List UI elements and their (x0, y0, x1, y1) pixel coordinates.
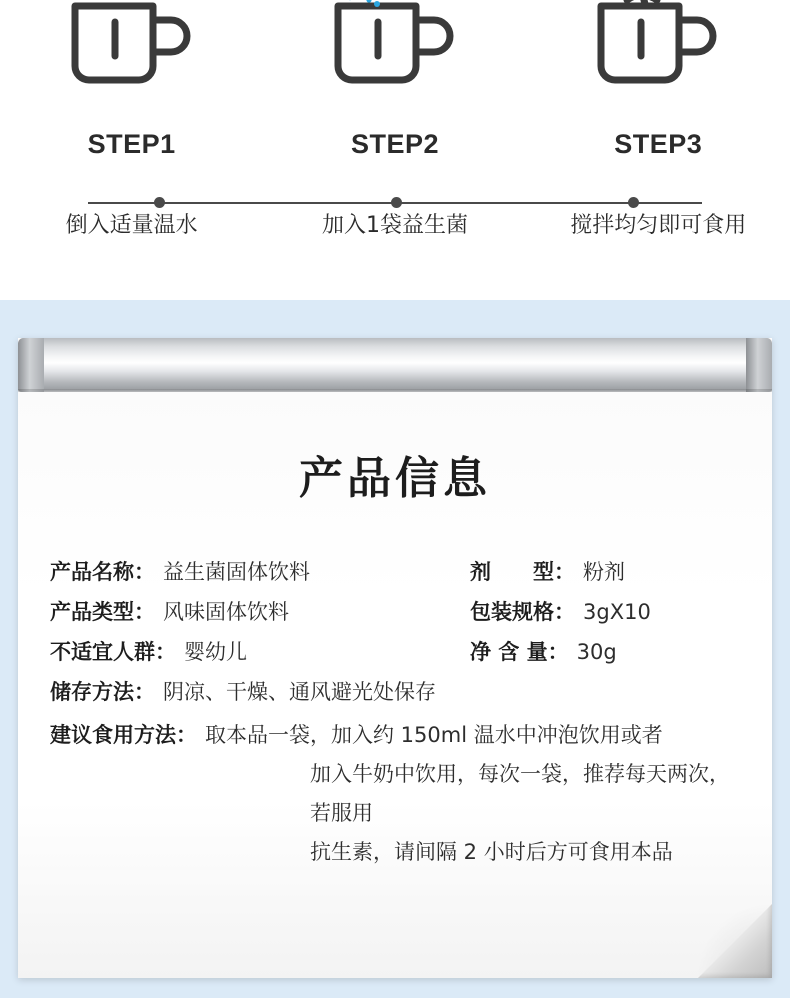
connector-dot-2 (391, 197, 402, 208)
page-title: 产品信息 (299, 453, 491, 504)
cup-with-spoon-stirring-icon (583, 0, 733, 115)
steps-caption-row (0, 208, 790, 239)
roller-cap-right (746, 338, 772, 392)
metal-roller-bar (18, 338, 772, 392)
step-column-2 (275, 0, 515, 160)
step-column-3 (538, 0, 778, 160)
value-dosage-form: 粉剂 (583, 560, 625, 584)
label-net-content: 净 含 量： (470, 640, 569, 664)
info-row-3 (50, 636, 750, 666)
label-product-type: 产品类型： (50, 600, 155, 624)
info-cell-package-spec (470, 596, 750, 626)
usage-line-1: 取本品一袋，加入约 150ml 温水中冲泡饮用或者 (205, 723, 663, 747)
paper-sheet (18, 338, 772, 978)
label-package-spec: 包装规格： (470, 600, 575, 624)
usage-line-2: 加入牛奶中饮用，每次一袋，推荐每天两次，若服用 (310, 761, 730, 825)
label-dosage-form: 剂 型： (470, 560, 575, 584)
value-storage-method: 阴凉、干燥、通风避光处保存 (163, 680, 436, 704)
info-cell-product-type (50, 596, 470, 626)
info-row-2 (50, 596, 750, 626)
product-info-section (0, 300, 790, 998)
step-caption-2: 加入1袋益生菌 (321, 213, 468, 238)
cup-with-steam-icon (57, 0, 207, 115)
info-row-usage (50, 716, 750, 871)
value-product-name: 益生菌固体饮料 (163, 560, 310, 584)
step-caption-1: 倒入适量温水 (65, 213, 198, 238)
step-caption-3: 搅拌均匀即可食用 (570, 213, 747, 238)
step-caption-cell-3 (538, 208, 778, 239)
info-cell-net-content (470, 636, 750, 666)
value-package-spec: 3gX10 (583, 600, 651, 624)
label-product-name: 产品名称： (50, 560, 155, 584)
usage-line-3: 抗生素，请间隔 2 小时后方可食用本品 (310, 839, 673, 864)
steps-icon-row (0, 0, 790, 160)
step-caption-cell-1 (12, 208, 252, 239)
info-row-1 (50, 556, 750, 586)
roller-cap-left (18, 338, 44, 392)
info-cell-dosage-form (470, 556, 750, 586)
step-title-3: STEP3 (614, 129, 703, 159)
value-net-content: 30g (576, 640, 617, 664)
step-title-2: STEP2 (350, 129, 439, 159)
usage-steps-section (0, 0, 790, 300)
label-storage-method: 储存方法： (50, 680, 155, 704)
connector-dot-1 (154, 197, 165, 208)
step-title-1: STEP1 (87, 129, 176, 159)
label-usage-method: 建议食用方法： (50, 723, 197, 747)
label-unsuitable-group: 不适宜人群： (50, 640, 176, 664)
info-row-storage (50, 676, 750, 706)
info-cell-unsuitable-group (50, 636, 470, 666)
step-caption-cell-2 (275, 208, 515, 239)
connector-dot-3 (628, 197, 639, 208)
product-info-fields (50, 556, 750, 871)
value-unsuitable-group: 婴幼儿 (184, 640, 247, 664)
step-column-1 (12, 0, 252, 160)
cup-with-powder-pouring-icon (320, 0, 470, 115)
value-usage-method (205, 716, 750, 871)
value-product-type: 风味固体饮料 (163, 600, 289, 624)
info-cell-product-name (50, 556, 470, 586)
